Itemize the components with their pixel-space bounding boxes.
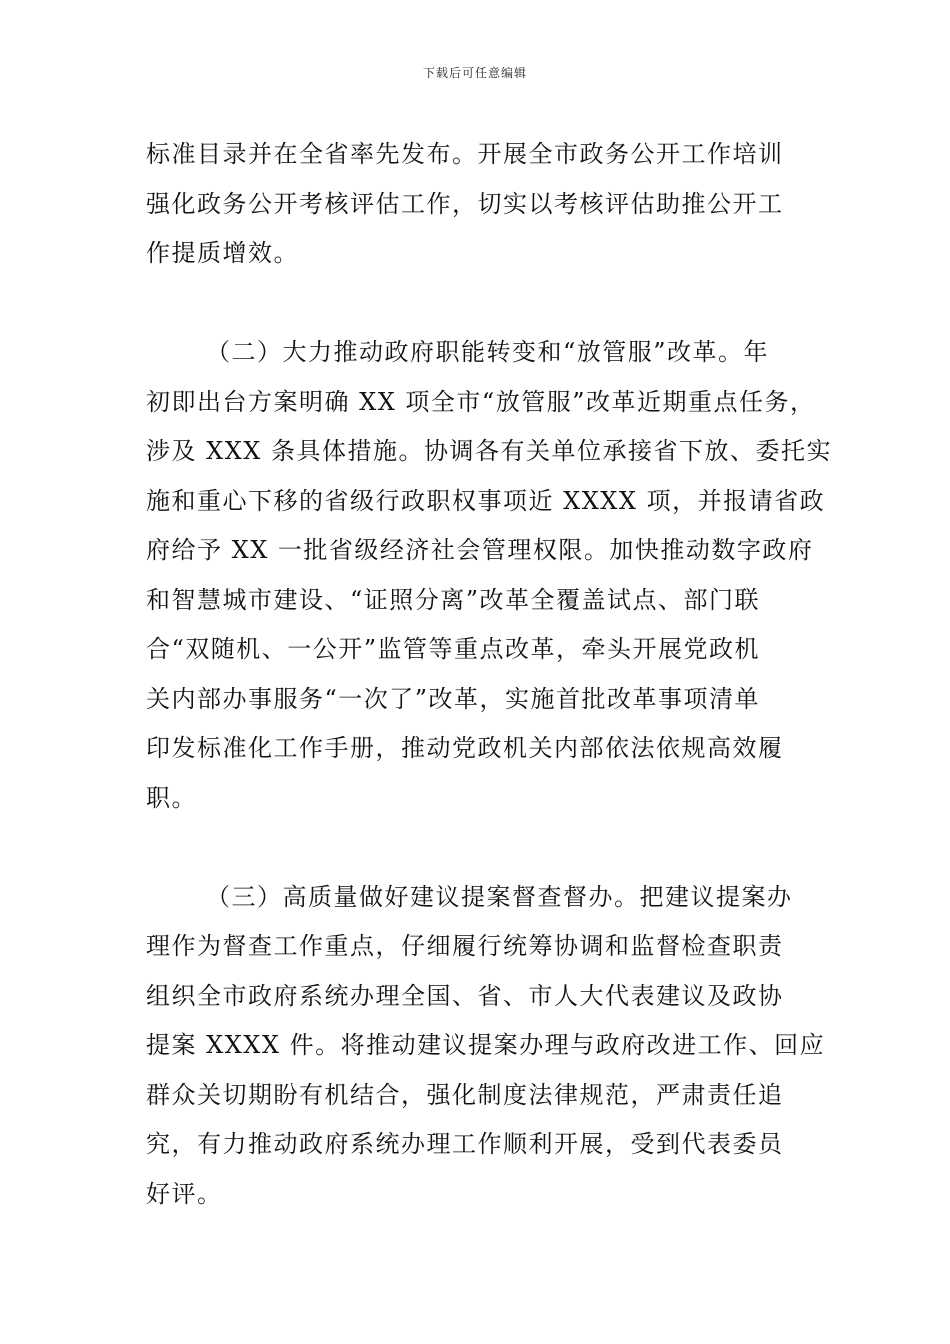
paragraph-gap (146, 279, 806, 329)
text-line: 合“双随机、一公开”监管等重点改革，牵头开展党政机 (146, 635, 761, 663)
text-line: 强化政务公开考核评估工作，切实以考核评估助推公开工 (146, 189, 784, 218)
text-line: 组织全市政府系统办理全国、省、市人大代表建议及政协 (146, 981, 784, 1010)
paragraph-1 (146, 130, 806, 279)
paragraph-3 (146, 873, 826, 1220)
paragraph-gap (146, 823, 806, 873)
paragraph-2 (146, 328, 833, 823)
text-line: 和智慧城市建设、“证照分离”改革全覆盖试点、部门联 (146, 585, 761, 614)
text-line: 提案 XXXX 件。将推动建议提案办理与政府改进工作、回应 (146, 1031, 826, 1059)
text-line: 初即出台方案明确 XX 项全市“放管服”改革近期重点任务， (146, 387, 816, 416)
text-line: 涉及 XXX 条具体措施。协调各有关单位承接省下放、委托实 (146, 437, 833, 465)
text-line: 关内部办事服务“一次了”改革，实施首批改革事项清单 (146, 684, 761, 713)
text-line: 职。 (146, 783, 197, 812)
text-line: 作提质增效。 (146, 239, 299, 267)
text-line: 施和重心下移的省级行政职权事项近 XXXX 项，并报请省政 (146, 486, 826, 515)
text-line: 群众关切期盼有机结合，强化制度法律规范，严肃责任追 (146, 1080, 784, 1109)
text-line: （二）大力推动政府职能转变和“放管服”改革。年 (206, 338, 770, 366)
document-body (146, 130, 833, 1219)
text-line: 好评。 (146, 1179, 223, 1208)
text-line: 标准目录并在全省率先发布。开展全市政务公开工作培训 (146, 140, 784, 168)
text-line: （三）高质量做好建议提案督查督办。把建议提案办 (206, 882, 793, 911)
text-line: 理作为督查工作重点，仔细履行统筹协调和监督检查职责 (146, 932, 784, 960)
text-line: 府给予 XX 一批省级经济社会管理权限。加快推动数字政府 (146, 536, 814, 564)
text-line: 究，有力推动政府系统办理工作顺利开展，受到代表委员 (146, 1130, 784, 1158)
page-header: 下载后可任意编辑 (422, 66, 527, 80)
text-line: 印发标准化工作手册，推动党政机关内部依法依规高效履 (146, 734, 784, 762)
